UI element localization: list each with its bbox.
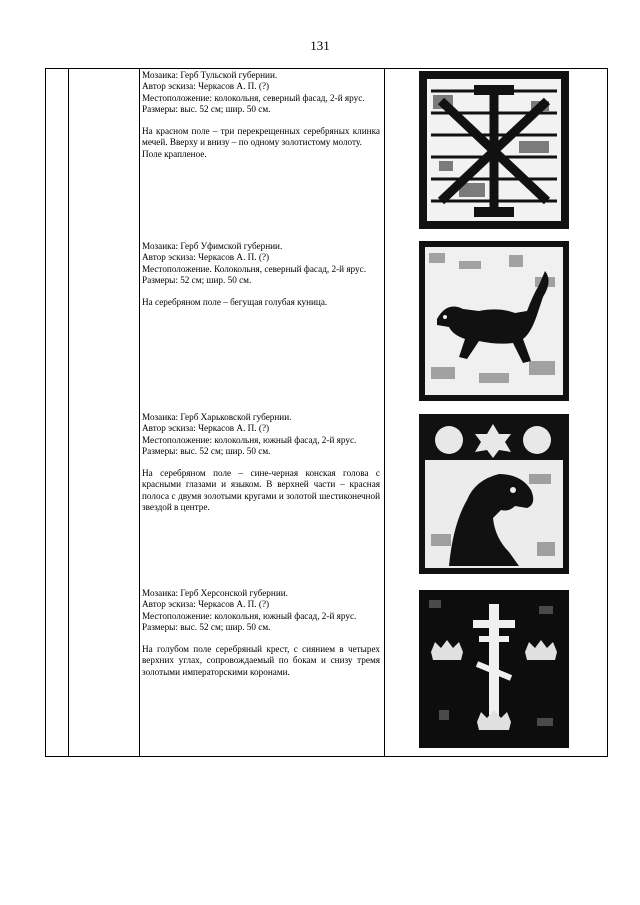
- coat-of-arms-kherson-image: [419, 590, 569, 748]
- entry-title: Мозаика: Герб Херсонской губернии.: [142, 588, 288, 598]
- entry-author: Автор эскиза: Черкасов А. П. (?): [142, 423, 270, 434]
- entry-location: Местоположение. Колокольня, северный фасад, 2-й ярус.: [142, 263, 366, 274]
- table-column-divider: [139, 69, 140, 756]
- coat-of-arms-kharkov-image: [419, 414, 569, 574]
- entry-author: Автор эскиза: Черкасов А. П. (?): [142, 81, 270, 92]
- coat-of-arms-ufa-image: [419, 241, 569, 401]
- table-column-divider: [384, 69, 385, 756]
- entry-description: На серебряном поле – сине-черная конская голова с красными глазами и языком. В верхней части – красная полоса с двумя золотыми кругами и золотой шестиконечной звездой в центре.: [142, 468, 380, 513]
- entry-note: Поле крапленое.: [142, 148, 207, 159]
- entry-author: Автор эскиза: Черкасов А. П. (?): [142, 599, 270, 610]
- entry-location: Местоположение: колокольня, южный фасад, 2-й ярус.: [142, 434, 357, 445]
- entry-description: На серебряном поле – бегущая голубая куница.: [142, 297, 328, 308]
- cross-with-crowns-icon: [419, 590, 569, 748]
- entry-size: Размеры: 52 см; шир. 50 см.: [142, 274, 252, 285]
- entry-location: Местоположение: колокольня, северный фасад, 2-й ярус.: [142, 92, 365, 103]
- table-row: [142, 70, 380, 160]
- entry-title: Мозаика: Герб Тульской губернии.: [142, 70, 278, 80]
- coat-of-arms-tula-image: [419, 71, 569, 229]
- table-row: [142, 241, 380, 308]
- catalog-table: [45, 68, 608, 757]
- entry-size: Размеры: выс. 52 см; шир. 50 см.: [142, 103, 271, 114]
- entry-size: Размеры: выс. 52 см; шир. 50 см.: [142, 621, 271, 632]
- running-marten-icon: [419, 241, 569, 401]
- entry-title: Мозаика: Герб Уфимской губернии.: [142, 241, 283, 251]
- crossed-swords-icon: [419, 71, 569, 229]
- table-column-divider: [68, 69, 69, 756]
- entry-location: Местоположение: колокольня, южный фасад, 2-й ярус.: [142, 610, 357, 621]
- entry-description: На голубом поле серебряный крест, с сиянием в четырех верхних углах, сопровождаемый по бокам и снизу тремя золотыми императорскими коронами.: [142, 644, 380, 677]
- entry-description: На красном поле – три перекрещенных серебряных клинка мечей. Вверху и внизу – по одному золотистому молоту.: [142, 126, 380, 148]
- table-row: [142, 588, 380, 678]
- entry-size: Размеры: выс. 52 см; шир. 50 см.: [142, 445, 271, 456]
- table-row: [142, 412, 380, 513]
- horse-head-icon: [419, 414, 569, 574]
- page-number: 131: [310, 38, 330, 53]
- entry-author: Автор эскиза: Черкасов А. П. (?): [142, 252, 270, 263]
- entry-title: Мозаика: Герб Харьковской губернии.: [142, 412, 292, 422]
